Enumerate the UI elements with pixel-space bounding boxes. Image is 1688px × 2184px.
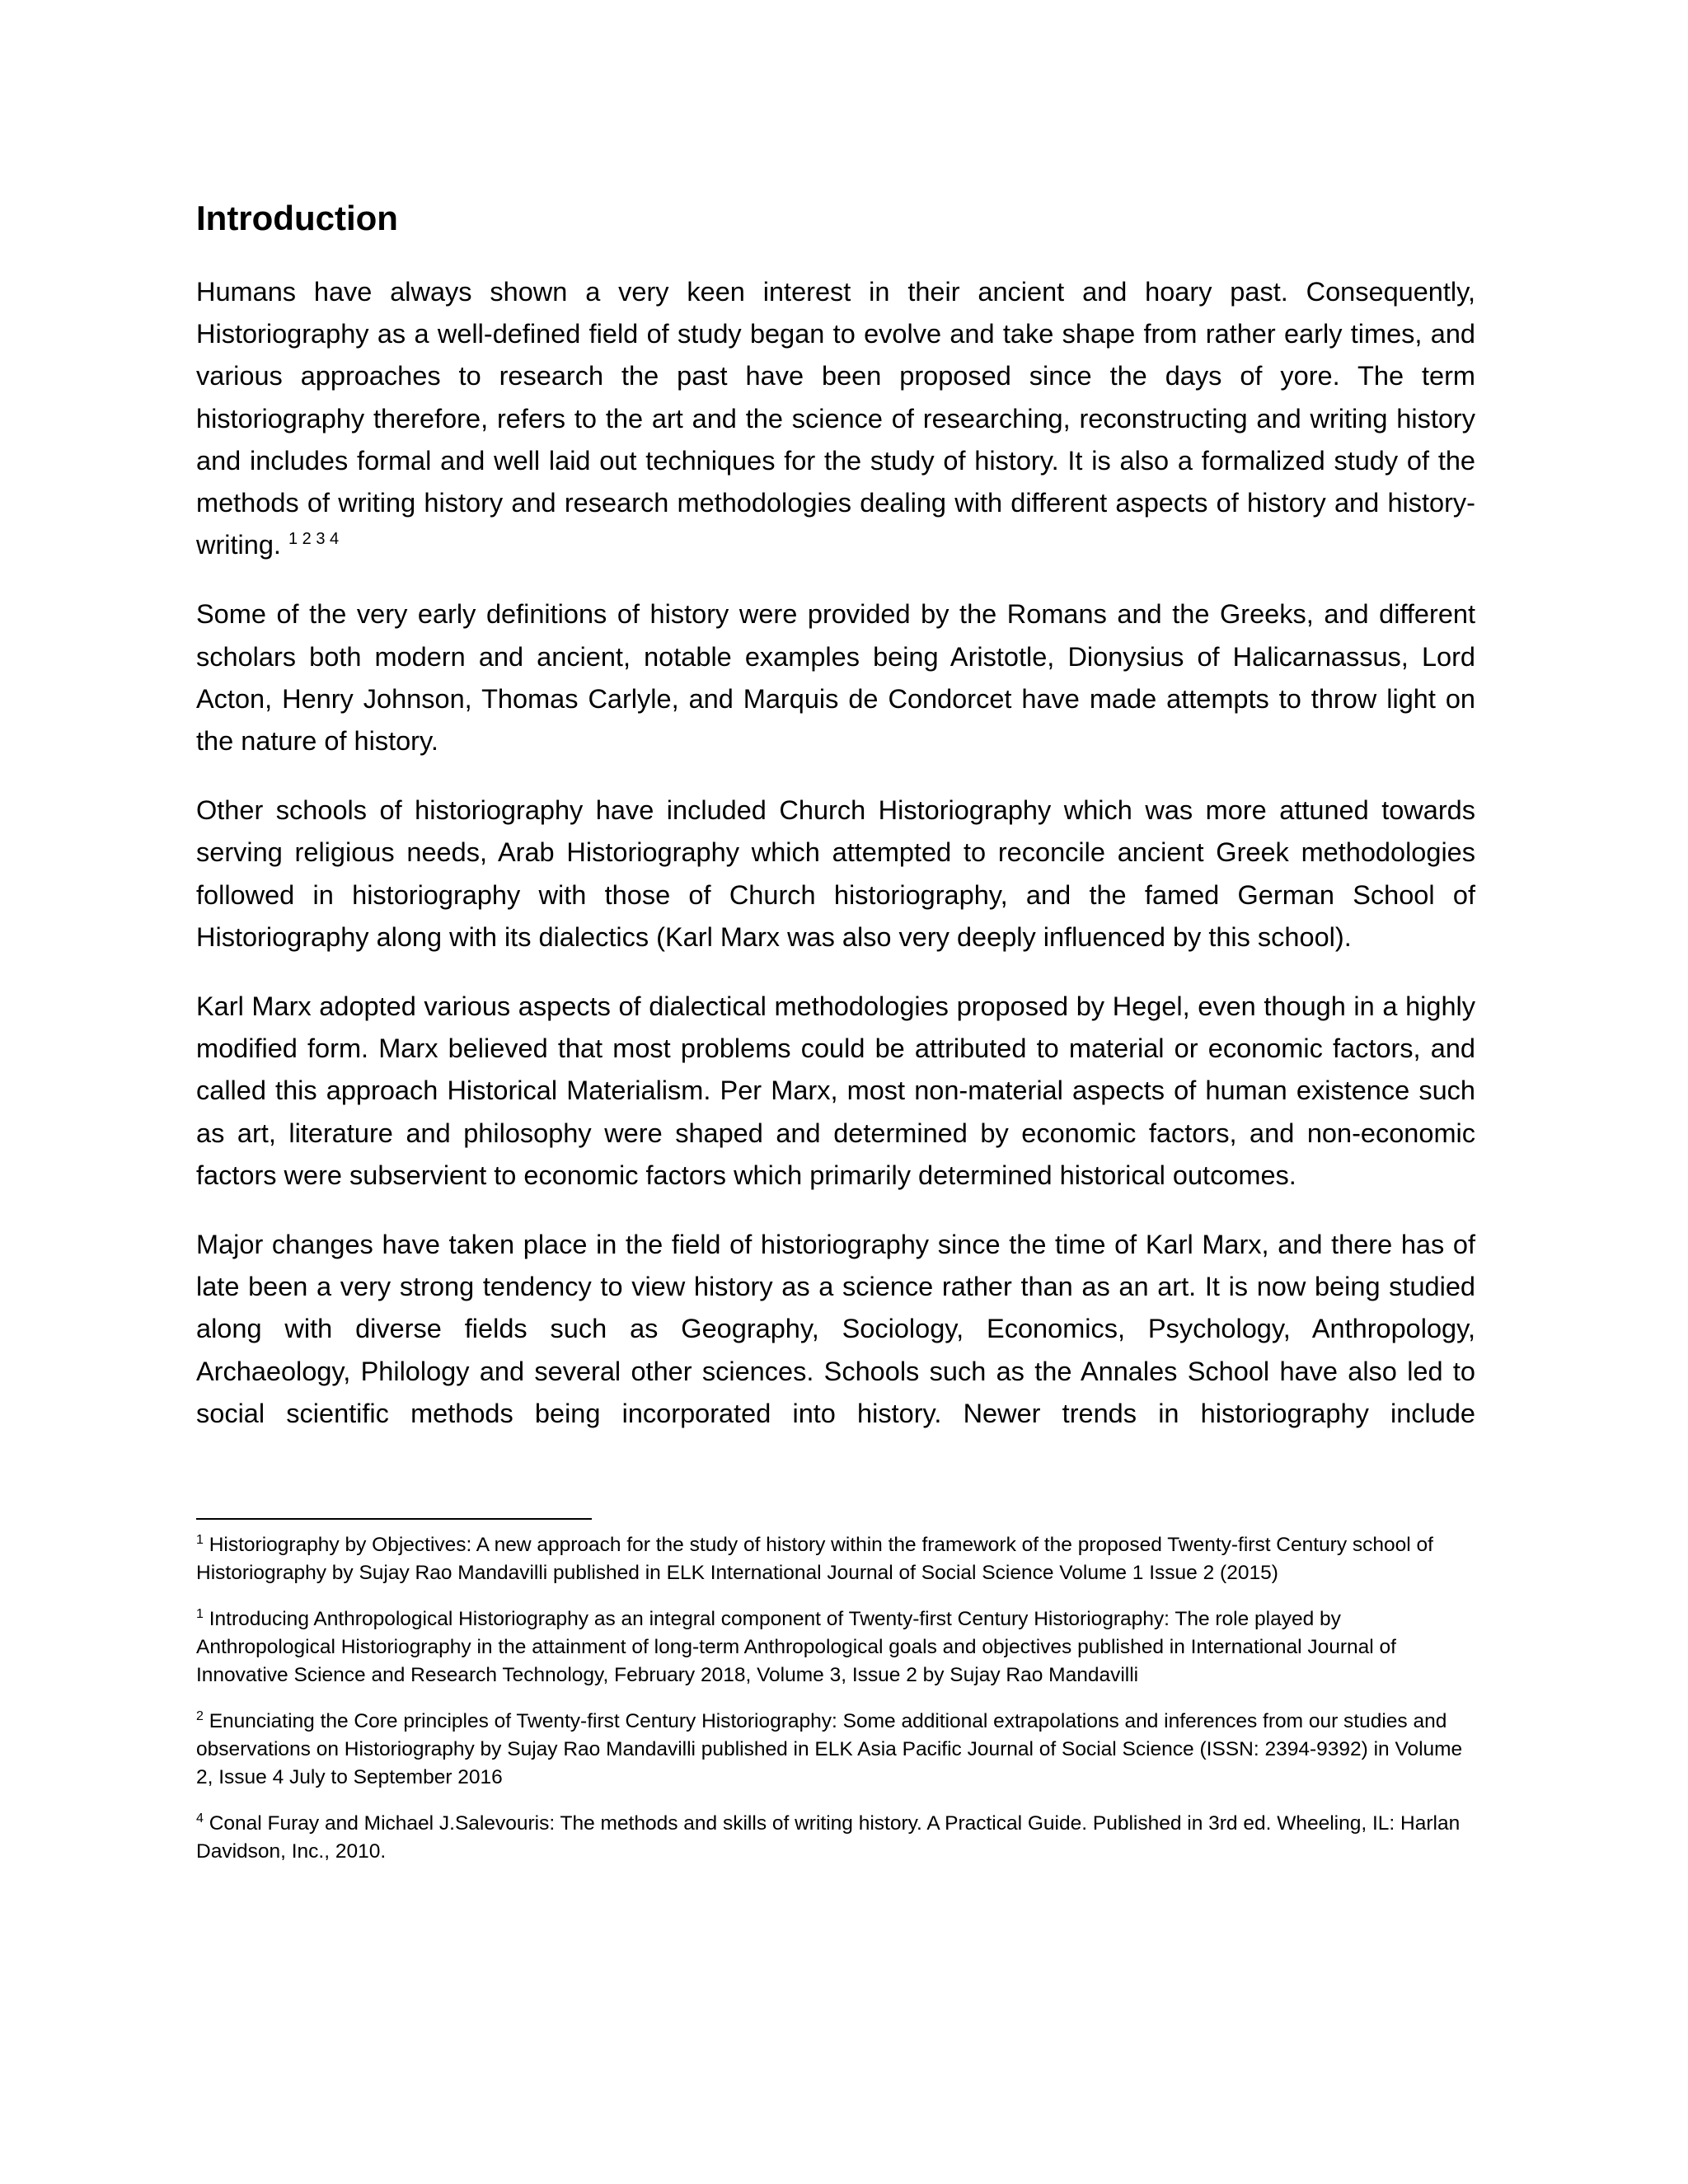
- footnote-mark: 1: [196, 1606, 204, 1621]
- footnote-mark: 1: [196, 1532, 204, 1547]
- paragraph-5: Major changes have taken place in the field of historiography since the time of Karl Marx, and there has of late been a very strong tendency to view history as a science rather than as an art. It is now being studied along with diverse fields such as Geography, Sociology, Economics, Psychology, Anthropology, Archaeology, Philology and several other sciences. Schools such as the Annales School have also led to social scientific methods being incorporated into history. Newer trends in historiography include: [196, 1230, 1475, 1428]
- paragraph-2: Some of the very early definitions of history were provided by the Romans and the Greeks, and different scholars both modern and ancient, notable examples being Aristotle, Dionysius of Halicarnassus, Lord Acton, Henry Johnson, Thomas Carlyle, and Marquis de Condorcet have made attempts to throw light on the nature of history.: [196, 599, 1475, 757]
- footnotes: [196, 1531, 1475, 1884]
- footnote: [196, 1605, 1475, 1690]
- main-content: [196, 194, 1475, 1435]
- footnote-mark: 4: [196, 1811, 204, 1825]
- footnote: [196, 1708, 1475, 1792]
- paragraph-1: [196, 271, 1475, 566]
- footnote-text: Enunciating the Core principles of Twenty-first Century Historiography: Some additional extrapolations and inferences from our studies and observations on Historiography by Sujay Rao Mandavilli published in ELK Asia Pacific Journal of Social Science (ISSN: 2394-9392) in Volume 2, Issue 4 July to September 2016: [196, 1710, 1463, 1788]
- footnote: [196, 1531, 1475, 1587]
- footnote-mark: 2: [196, 1708, 204, 1723]
- footnote-text: Conal Furay and Michael J.Salevouris: The methods and skills of writing history. A Practical Guide. Published in 3rd ed. Wheeling, IL: Harlan Davidson, Inc., 2010.: [196, 1812, 1461, 1863]
- footnote: [196, 1810, 1475, 1866]
- footnote-separator: [196, 1518, 592, 1520]
- paragraph-4: Karl Marx adopted various aspects of dialectical methodologies proposed by Hegel, even though in a highly modified form. Marx believed that most problems could be attributed to material or economic factors, and called this approach Historical Materialism. Per Marx, most non-material aspects of human existence such as art, literature and philosophy were shaped and determined by economic factors, and non-economic factors were subservient to economic factors which primarily determined historical outcomes.: [196, 991, 1475, 1190]
- footnote-text: Introducing Anthropological Historiography as an integral component of Twenty-first Century Historiography: The role played by Anthropological Historiography in the attainment of long-term Anthropological goals and objectives published in International Journal of Innovative Science and Research Technology, February 2018, Volume 3, Issue 2 by Sujay Rao Mandavilli: [196, 1608, 1396, 1686]
- footnote-references: 1 2 3 4: [288, 530, 340, 549]
- footnote-text: Historiography by Objectives: A new approach for the study of history within the framework of the proposed Twenty-first Century school of Historiography by Sujay Rao Mandavilli published in ELK International Journal of Social Science Volume 1 Issue 2 (2015): [196, 1534, 1433, 1584]
- paragraph-3: Other schools of historiography have included Church Historiography which was more attuned towards serving religious needs, Arab Historiography which attempted to reconcile ancient Greek methodologies followed in historiography with those of Church historiography, and the famed German School of Historiography along with its dialectics (Karl Marx was also very deeply influenced by this school).: [196, 795, 1475, 952]
- paragraph-1-text: Humans have always shown a very keen interest in their ancient and hoary past. Consequently, Historiography as a well-defined field of study began to evolve and take shape from rather early times, and various approaches to research the past have been proposed since the days of yore. The term historiography therefore, refers to the art and the science of researching, reconstructing and writing history and includes formal and well laid out techniques for the study of history. It is also a formalized study of the methods of writing history and research methodologies dealing with different aspects of history and history-writing.: [196, 277, 1475, 560]
- section-heading: Introduction: [196, 199, 398, 237]
